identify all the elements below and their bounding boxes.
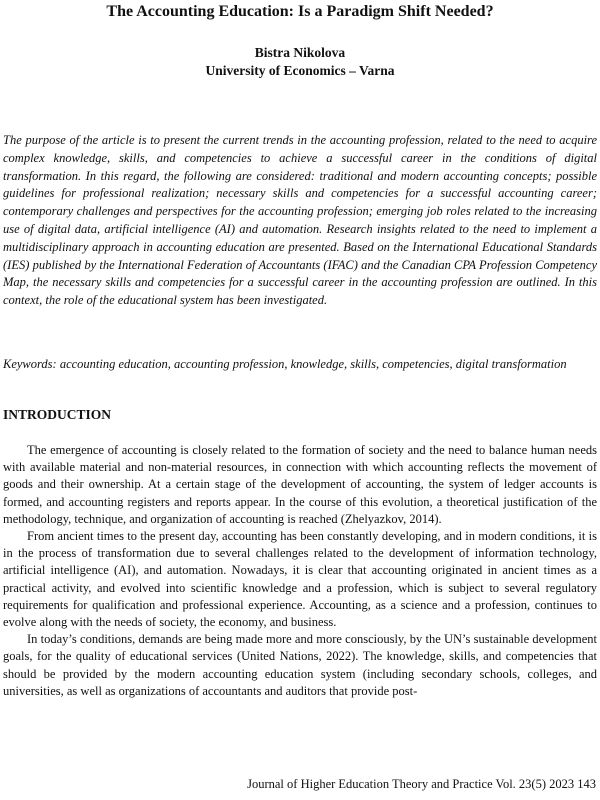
section-heading-introduction: INTRODUCTION: [3, 407, 112, 422]
author-affiliation: University of Economics – Varna: [205, 63, 395, 78]
introduction-body: [3, 442, 597, 700]
journal-footer: Journal of Higher Education Theory and Practice Vol. 23(5) 2023 143: [247, 777, 596, 791]
author-block: [0, 44, 600, 80]
body-paragraph: From ancient times to the present day, accounting has been constantly developing, and in modern conditions, it is in the process of transformation due to several challenges related to the development of information technology, artificial intelligence (AI), and automation. Nowadays, it is clear that accounting originated in ancient times as a practical activity, and evolved into scientific knowledge and a profession, which is subject to several regulatory requirements for qualification and professional experience. Accounting, as a science and a profession, continues to evolve along with the needs of society, the economy, and business.: [3, 529, 597, 630]
paper-title: The Accounting Education: Is a Paradigm Shift Needed?: [106, 3, 494, 20]
keywords: Keywords: accounting education, accounting profession, knowledge, skills, competencies, digital transformation: [3, 357, 567, 371]
body-paragraph: In today’s conditions, demands are being made more and more consciously, by the UN’s sustainable development goals, for the quality of educational services (United Nations, 2022). The knowledge, skills, and competencies that should be provided by the modern accounting education system (including secondary schools, colleges, and universities, as well as organizations of accountants and auditors that provide post-: [3, 632, 597, 698]
author-name: Bistra Nikolova: [254, 45, 346, 60]
body-paragraph: The emergence of accounting is closely related to the formation of society and the need to balance human needs with available material and non-material resources, in connection with which accounting reflects the movement of goods and their ownership. At a certain stage of the development of accounting, the system of ledger accounts is formed, and accounting registers and reports appear. In the course of this evolution, a theoretical justification of the methodology, technique, and organization of accounting is reached (Zhelyazkov, 2014).: [3, 443, 597, 526]
abstract: The purpose of the article is to present the current trends in the accounting profession, related to the need to acquire complex knowledge, skills, and competencies to achieve a successful career in the conditions of digital transformation. In this regard, the following are considered: traditional and modern accounting concepts; possible guidelines for professional realization; necessary skills and competencies for a successful accounting career; contemporary challenges and perspectives for the accounting profession; emerging job roles related to the increasing use of digital data, artificial intelligence (AI) and automation. Research insights related to the need to implement a multidisciplinary approach in accounting education are presented. Based on the International Educational Standards (IES) published by the International Federation of Accountants (IFAC) and the Canadian CPA Profession Competency Map, the necessary skills and competencies for a successful career in the accounting profession are outlined. In this context, the role of the educational system has been investigated.: [3, 133, 597, 308]
